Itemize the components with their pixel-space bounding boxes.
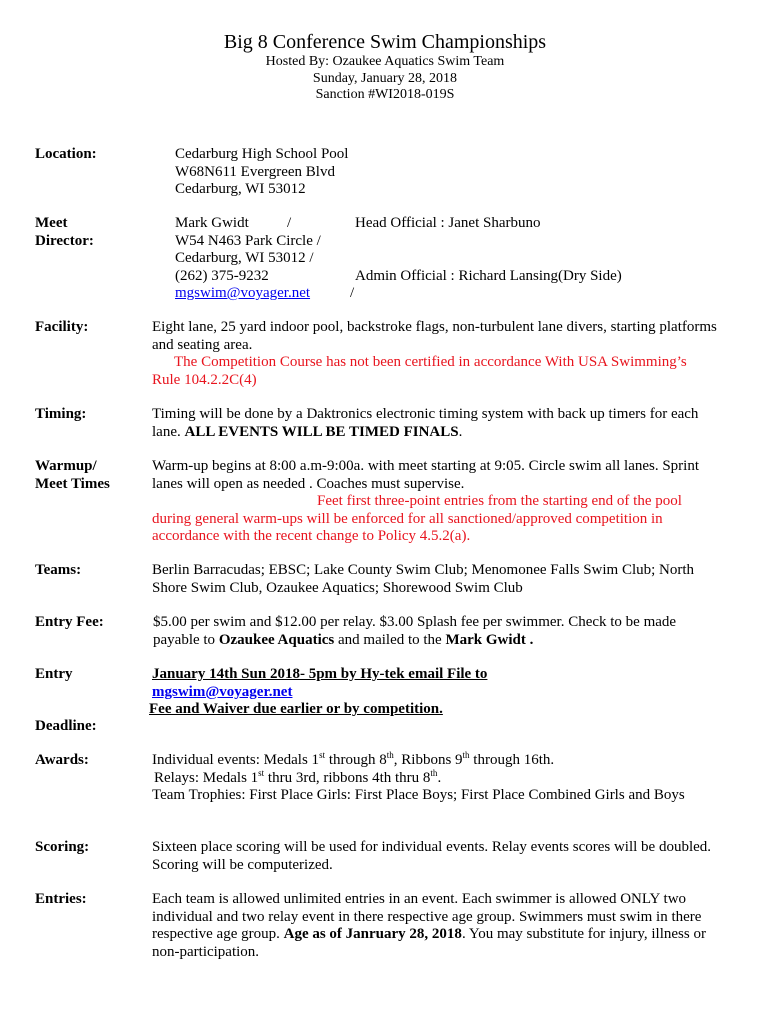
entries-text: Each team is allowed unlimited entries in an event. Each swimmer is allowed ONLY two individual and two relay event in there respective age group. Swimmers must swim in there respective age group. [152, 891, 702, 942]
award-text: . [437, 769, 442, 786]
label-line: Meet Times [35, 475, 110, 492]
director-email-link[interactable]: mgswim@voyager.net [175, 285, 311, 301]
meet-director-value [175, 215, 720, 303]
superscript: th [430, 767, 438, 778]
deadline-email-link[interactable]: mgswim@voyager.net [152, 683, 293, 700]
awards-label: Awards: [35, 752, 89, 768]
warmup-text: Warm-up begins at 8:00 a.m-9:00a. with meet starting at 9:05. Circle swim all lanes. Sprint lanes will open as needed . Coaches must supervise. [152, 458, 700, 492]
sanction-number: Sanction #WI2018-019S [315, 87, 455, 102]
director-address: W54 N463 Park Circle / [175, 232, 321, 249]
slash: / [350, 285, 355, 301]
director-city: Cedarburg, WI 53012 / [175, 250, 314, 266]
deadline-label: Deadline: [35, 718, 97, 734]
scoring-section [35, 839, 735, 875]
director-phone-row [175, 268, 720, 286]
entry-label: Entry [35, 666, 73, 682]
superscript: th [462, 750, 470, 760]
entries-section [35, 891, 735, 963]
mail-to-name: Mark Gwidt . [445, 631, 534, 648]
superscript: st [258, 767, 265, 778]
document-header [0, 30, 770, 104]
location-section [35, 146, 735, 200]
warmup-warning: Feet first three-point entries from the starting end of the pool during general warm-ups will be enforced for all sanctioned/approved competition in accordance with the recent change to Policy 4.5.2(a). [152, 493, 682, 544]
timing-section [35, 406, 735, 442]
warmup-label [35, 458, 110, 493]
entries-end: . You may substitute for injury, illness or non-participation. [152, 926, 706, 960]
facility-section [35, 319, 735, 391]
location-line: Cedarburg High School Pool [175, 146, 349, 162]
award-text: through 8 [325, 752, 387, 768]
superscript: th [386, 750, 394, 760]
location-line: W68N611 Evergreen Blvd [175, 163, 335, 180]
entries-value [152, 891, 717, 961]
label-line: Meet [35, 215, 68, 231]
facility-value [152, 319, 717, 389]
meet-director-section [35, 215, 735, 305]
page-title: Big 8 Conference Swim Championships [223, 31, 547, 53]
label-line: Warmup/ [35, 458, 97, 474]
timing-value [152, 406, 717, 441]
director-name: Mark Gwidt [175, 215, 249, 231]
team-awards: Team Trophies: First Place Girls: First Place Boys; First Place Combined Girls and Boys [152, 787, 685, 803]
awards-section [35, 752, 735, 824]
award-text: Relays: Medals 1 [154, 769, 259, 786]
award-text: thru 3rd, ribbons 4th thru 8 [264, 769, 431, 786]
meet-date: Sunday, January 28, 2018 [312, 70, 458, 86]
timing-text: Timing will be done by a Daktronics electronic timing system with back up timers for each lane. [152, 406, 699, 440]
age-rule: Age as of Janruary 28, 2018 [283, 926, 462, 942]
scoring-label: Scoring: [35, 839, 90, 855]
award-text: Individual events: Medals 1 [152, 752, 320, 768]
teams-section [35, 562, 735, 598]
entry-fee-section [35, 614, 735, 650]
deadline-fee-note: Fee and Waiver due earlier or by competition. [149, 701, 443, 717]
head-official: Head Official : Janet Sharbuno [355, 215, 541, 231]
deadline-date: January 14th Sun 2018- 5pm by Hy-tek email File to [152, 666, 488, 682]
timing-label: Timing: [35, 406, 87, 422]
entry-fee-text: $5.00 per swim and $12.00 per relay. $3.00 Splash fee per swimmer. Check to be made payable to [153, 614, 677, 648]
scoring-value: Sixteen place scoring will be used for individual events. Relay events scores will be doubled. Scoring will be computerized. [152, 839, 712, 873]
entry-fee-text: and mailed to the [334, 631, 446, 648]
slash: / [287, 215, 292, 231]
warmup-value [152, 458, 717, 546]
director-row [175, 215, 720, 233]
label-line: Director: [35, 232, 94, 249]
timing-end: . [458, 423, 463, 440]
superscript: st [319, 750, 326, 760]
admin-official: Admin Official : Richard Lansing(Dry Side) [355, 267, 622, 284]
director-phone: (262) 375-9232 [175, 267, 269, 284]
award-text: through 16th. [469, 752, 555, 768]
director-email-row [175, 285, 720, 303]
facility-warning: The Competition Course has not been certified in accordance With USA Swimming’s Rule 104.2.2C(4) [152, 354, 687, 388]
location-value [175, 146, 720, 199]
meet-director-label [35, 215, 94, 250]
location-line: Cedarburg, WI 53012 [175, 181, 306, 197]
relay-awards [154, 767, 717, 788]
entry-deadline-value [149, 666, 717, 719]
entries-label: Entries: [35, 891, 87, 907]
entry-fee-label: Entry Fee: [35, 614, 104, 630]
teams-value: Berlin Barracudas; EBSC; Lake County Swim Club; Menomonee Falls Swim Club; North Shore Swim Club, Ozaukee Aquatics; Shorewood Swim Club [152, 562, 695, 596]
location-label: Location: [35, 146, 97, 162]
timing-bold: ALL EVENTS WILL BE TIMED FINALS [184, 423, 459, 440]
warmup-section [35, 458, 735, 548]
entry-deadline-section [35, 666, 735, 740]
facility-label: Facility: [35, 319, 89, 335]
entry-fee-value [153, 614, 718, 649]
facility-text: Eight lane, 25 yard indoor pool, backstroke flags, non-turbulent lane divers, starting platforms and seating area. [152, 319, 717, 353]
hosted-by: Hosted By: Ozaukee Aquatics Swim Team [265, 54, 505, 69]
award-text: , Ribbons 9 [393, 752, 463, 768]
payee-name: Ozaukee Aquatics [218, 631, 335, 648]
awards-value [152, 752, 717, 805]
teams-label: Teams: [35, 562, 82, 578]
